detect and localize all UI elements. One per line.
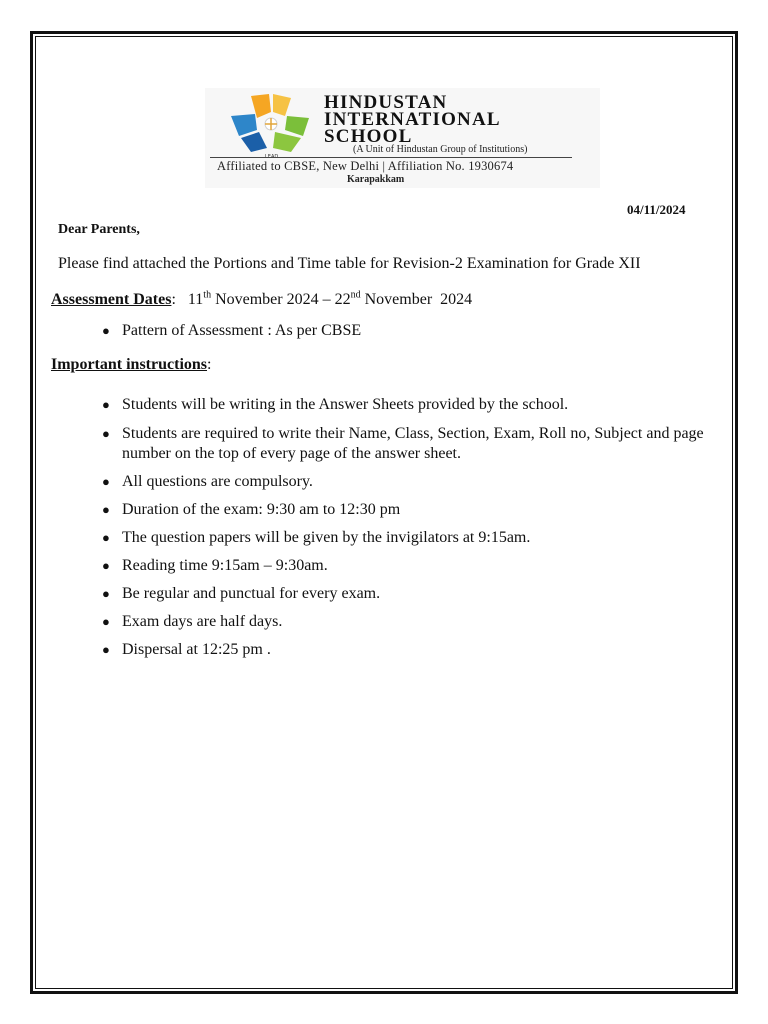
end-day-suffix: nd <box>350 289 361 301</box>
bullet-icon: ● <box>102 474 110 489</box>
pattern-item <box>102 321 712 341</box>
list-item <box>102 584 712 604</box>
affiliation-text: Affiliated to CBSE, New Delhi | Affiliation No. 1930674 <box>217 159 514 173</box>
bullet-icon: ● <box>102 426 110 441</box>
list-item <box>102 395 712 415</box>
bullet-icon: ● <box>102 397 110 412</box>
instruction-text: Be regular and punctual for every exam. <box>122 585 381 602</box>
letterhead-divider <box>210 157 572 158</box>
bullet-icon: ● <box>102 642 110 657</box>
list-item <box>102 472 712 492</box>
letter-date: 04/11/2024 <box>627 202 686 217</box>
list-item <box>102 612 712 632</box>
bullet-icon: ● <box>102 323 110 338</box>
salutation: Dear Parents, <box>58 222 140 237</box>
instructions-heading-label: Important instructions <box>51 356 208 373</box>
start-day: 11 <box>187 291 204 308</box>
intro-paragraph: Please find attached the Portions and Time table for Revision-2 Examination for Grade XII <box>58 255 641 272</box>
instruction-text: Students will be writing in the Answer Sheets provided by the school. <box>122 396 569 413</box>
assessment-colon: : <box>171 291 176 308</box>
school-location: Karapakkam <box>347 174 405 185</box>
instruction-text: Duration of the exam: 9:30 am to 12:30 pm <box>122 501 401 518</box>
bullet-icon: ● <box>102 614 110 629</box>
school-unit-text: (A Unit of Hindustan Group of Institutions) <box>353 144 528 155</box>
list-item <box>102 424 712 464</box>
start-rest: November 2024 – <box>211 291 335 308</box>
bullet-icon: ● <box>102 502 110 517</box>
instruction-text: Reading time 9:15am – 9:30am. <box>122 557 328 574</box>
instructions-heading-colon: : <box>207 356 212 373</box>
instruction-text: The question papers will be given by the invigilators at 9:15am. <box>122 529 531 546</box>
school-name: HINDUSTAN INTERNATIONAL SCHOOL <box>324 92 501 147</box>
instruction-text: Exam days are half days. <box>122 613 283 630</box>
bullet-icon: ● <box>102 558 110 573</box>
end-rest: November 2024 <box>360 291 473 308</box>
assessment-dates <box>51 291 472 309</box>
school-logo-icon <box>221 90 319 160</box>
instruction-text: All questions are compulsory. <box>122 473 313 490</box>
instruction-text: Students are required to write their Name, Class, Section, Exam, Roll no, Subject and page number on the top of every page of the answer sheet. <box>122 425 704 462</box>
svg-text:LEAD: LEAD <box>265 154 279 160</box>
pattern-text: Pattern of Assessment : As per CBSE <box>122 322 362 339</box>
assessment-dates-label: Assessment Dates <box>51 291 172 308</box>
list-item <box>102 556 712 576</box>
list-item <box>102 640 712 660</box>
bullet-icon: ● <box>102 530 110 545</box>
instruction-text: Dispersal at 12:25 pm . <box>122 641 271 658</box>
instructions-heading <box>51 356 211 374</box>
bullet-icon: ● <box>102 586 110 601</box>
start-day-suffix: th <box>203 289 212 301</box>
list-item <box>102 528 712 548</box>
list-item <box>102 500 712 520</box>
letterhead <box>205 88 600 188</box>
end-day: 22 <box>334 291 351 308</box>
